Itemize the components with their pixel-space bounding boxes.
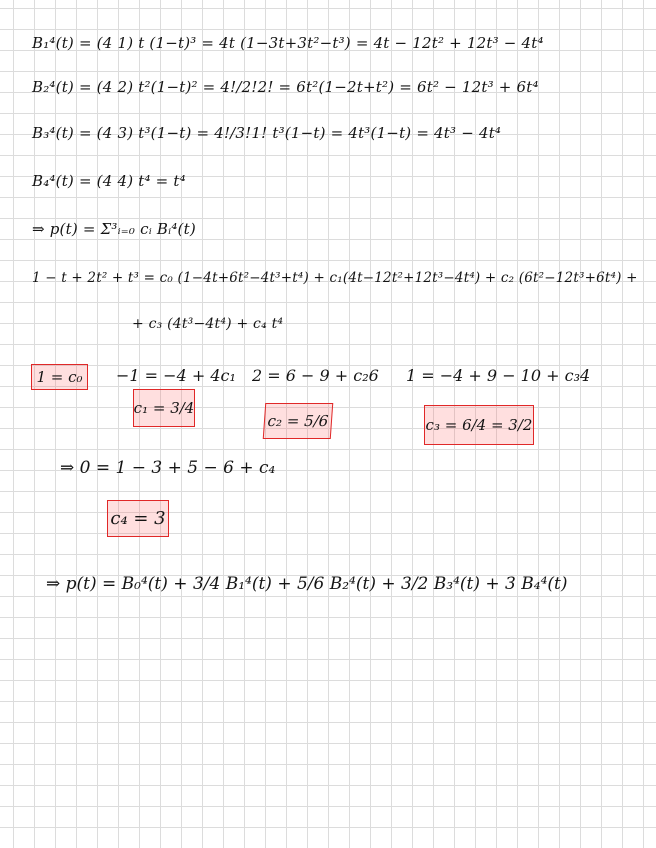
bernstein-b2-line: B₂⁴(t) = (4 2) t²(1−t)² = 4!/2!2! = 6t²(1−2t+t²) = 6t² − 12t³ + 6t⁴ (32, 78, 539, 96)
expansion-line-2: + c₃ (4t³−4t⁴) + c₄ t⁴ (132, 316, 284, 332)
boxed-c4: c₄ = 3 (107, 500, 169, 537)
equation-c2: 2 = 6 − 9 + c₂6 (252, 366, 379, 385)
boxed-c1: c₁ = 3/4 (133, 389, 195, 427)
expansion-line-1: 1 − t + 2t² + t³ = c₀ (1−4t+6t²−4t³+t⁴) + c₁(4t−12t²+12t³−4t⁴) + c₂ (6t²−12t³+6t⁴) + (32, 270, 638, 286)
equation-c1: −1 = −4 + 4c₁ (116, 366, 236, 385)
bernstein-b1-line: B₁⁴(t) = (4 1) t (1−t)³ = 4t (1−3t+3t²−t³) = 4t − 12t² + 12t³ − 4t⁴ (32, 34, 544, 52)
sum-definition-line: ⇒ p(t) = Σ³ᵢ₌₀ cᵢ Bᵢ⁴(t) (32, 220, 196, 238)
result-line: ⇒ p(t) = B₀⁴(t) + 3/4 B₁⁴(t) + 5/6 B₂⁴(t) + 3/2 B₃⁴(t) + 3 B₄⁴(t) (46, 574, 568, 594)
boxed-c0: 1 = c₀ (31, 364, 88, 390)
bernstein-b3-line: B₃⁴(t) = (4 3) t³(1−t) = 4!/3!1! t³(1−t) = 4t³(1−t) = 4t³ − 4t⁴ (32, 124, 502, 142)
equation-c3: 1 = −4 + 9 − 10 + c₃4 (406, 366, 591, 385)
equation-c4: ⇒ 0 = 1 − 3 + 5 − 6 + c₄ (60, 458, 276, 478)
boxed-c3: c₃ = 6/4 = 3/2 (424, 405, 534, 445)
bernstein-b4-line: B₄⁴(t) = (4 4) t⁴ = t⁴ (32, 172, 186, 190)
boxed-c2: c₂ = 5/6 (263, 403, 334, 439)
